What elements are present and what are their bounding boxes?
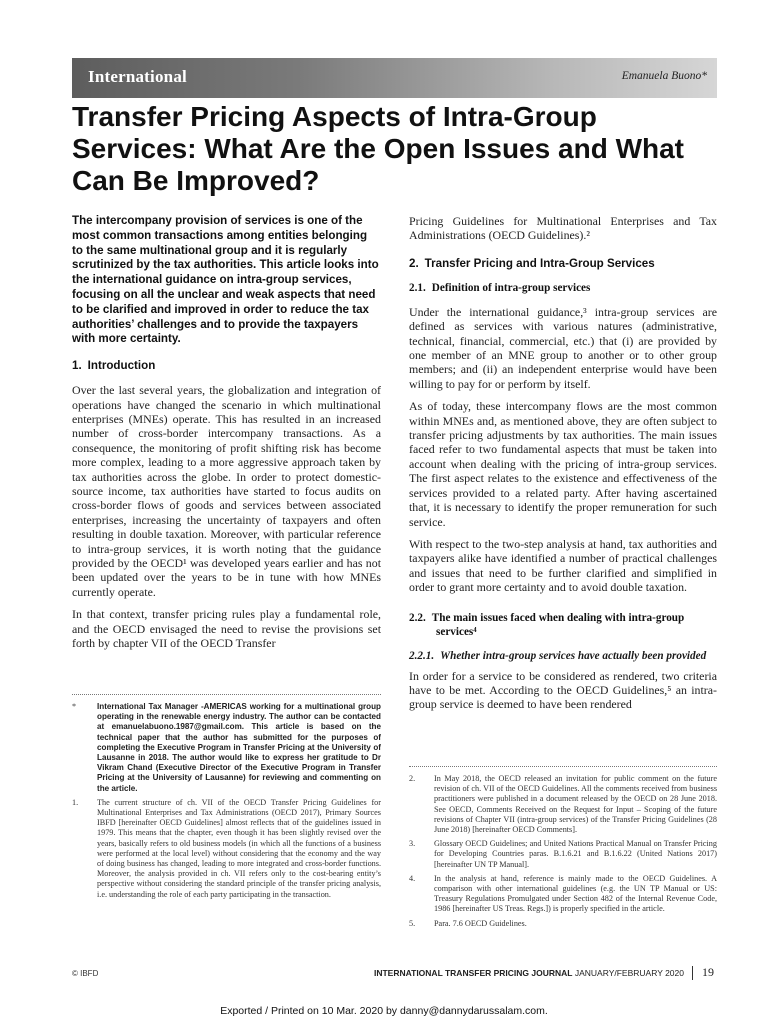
criteria-paragraph: In order for a service to be considered as rendered, two criteria have to be met. According to the OECD Guidelines,⁵ an intra-group service is deemed to have been rendered (409, 668, 717, 712)
footer-copyright: © IBFD (72, 969, 99, 978)
intro-paragraph-2: In that context, transfer pricing rules play a fundamental role, and the OECD envisaged the need to revise the provisions set forth by chapter VII of the OECD Transfer (72, 607, 381, 651)
footnote-mark: 3. (409, 839, 416, 849)
footnote-mark: * (72, 702, 77, 711)
subsection-heading-main-issues (409, 611, 717, 639)
subsection-title: The main issues faced when dealing with intra-group services⁴ (431, 611, 685, 638)
footer-separator (692, 966, 693, 980)
subsection-number: 2.2. (409, 611, 426, 624)
footnote-mark: 5. (409, 918, 416, 928)
footnote-divider-left (72, 694, 381, 695)
footnote-3 (409, 839, 717, 870)
intro-paragraph-1: Over the last several years, the globalization and integration of operations have changed the scenario in which multinational enterprises (MNEs) operate. This has resulted in an increased number of cross-border intercompany transactions. As a consequence, the monitoring of profit shifting risk has become more complex, leading to a more aggressive approach taken by tax authorities across the globe. In order to protect domestic-source income, tax authorities have started to focus audits on cross-border flows of goods and services between associated enterprises, increasing the uncertainty of taxpayers and often resulting in double taxation. Moreover, with particular reference to intra-group services, it is worth noting that the guidance provided by the OECD¹ was developed years earlier and has not been updated over the years to be in tune with how MNEs currently operate. (72, 383, 381, 599)
footnote-text: In May 2018, the OECD released an invitation for public comment on the future revision of ch. VII of the OECD Guidelines. All the comments received from business practitioners were published in a document released by the OECD on 28 June 2018. See OECD, Comments Received on the Request for Input – Scoping of the future revisions of Chapter VII (intra-group services) of the Transfer Pricing Guidelines (28 June 2018) [hereinafter OECD Comments]. (434, 774, 717, 835)
subsection-heading-definition (409, 281, 717, 295)
footer-journal (374, 968, 684, 978)
page-number: 19 (702, 965, 714, 979)
right-column (409, 214, 717, 720)
journal-name: INTERNATIONAL TRANSFER PRICING JOURNAL (373, 968, 573, 978)
abstract: The intercompany provision of services is one of the most common transactions among entities belonging to the same multinational group and it is regularly scrutinized by the tax authorities. This article looks into the international guidance on intra-group services, focusing on all the unclear and weak aspects that need to be clarified and improved in order to reduce the tax authorities’ challenges and to provide the taxpayers with more certainty. (72, 214, 379, 346)
subsubsection-number: 2.2.1. (409, 649, 435, 662)
export-note: Exported / Printed on 10 Mar. 2020 by danny@dannydarussalam.com. (220, 1005, 548, 1017)
footnote-5 (409, 919, 717, 929)
section-title: Transfer Pricing and Intra-Group Services (424, 256, 655, 270)
two-step-analysis-paragraph: With respect to the two-step analysis at hand, tax authorities and taxpayers alike have identified a number of practical challenges and issues that need to be further clarified and simplified in order to grant more certainty and to avoid double taxation. (409, 536, 717, 595)
section-number: 1. (72, 359, 82, 373)
footnote-text: International Tax Manager -AMERICAS working for a multinational group operating in the renewable energy industry. The author can be contacted at emanuelabuono.1987@gmail.com. This article is based on the technical paper that the author has submitted for the purposes of completing the Executive Program in Transfer Pricing at the University of Lausanne in 2018. The author would like to express her gratitude to Dr Vikram Chand (Executive Director of the Executive Program in Transfer Pricing at the University of Lausanne) for reviewing and commenting on the article. (97, 702, 381, 793)
intercompany-flows-paragraph: As of today, these intercompany flows are the most common within MNEs and, as mentioned above, they are often subject to transfer pricing adjustments by tax authorities. The main issues faced refer to two fundamental aspects that must be taken into account when dealing with the pricing of intra-group services. The first aspect relates to the existence and effectiveness of the services provided to a related party. After having ascertained that, it is necessary to identify the proper remuneration for such service. (409, 399, 717, 529)
section-heading-introduction (72, 359, 381, 373)
subsection-number: 2.1. (409, 281, 426, 294)
section-heading-transfer-pricing (409, 257, 717, 271)
section-label: International (88, 67, 187, 86)
footnote-2 (409, 774, 717, 835)
footnotes-left (72, 702, 381, 904)
footnotes-right (409, 774, 717, 933)
footnote-text: Para. 7.6 OECD Guidelines. (434, 918, 527, 928)
subsubsection-heading-provided (409, 649, 717, 663)
footnote-1 (72, 798, 381, 900)
article-title: Transfer Pricing Aspects of Intra-Group Services: What Are the Open Issues and What Can Be Improved? (72, 101, 685, 196)
footnote-text: In the analysis at hand, reference is mainly made to the OECD Guidelines. A comparison with other international guidelines (e.g. the UN TP Manual or US: Treasury Regulations Promulgated under Section 482 of the Internal Revenue Code, 1986 [hereinafter US Treas. Regs.]) is properly specified in the article. (434, 873, 717, 914)
footnote-divider-right (409, 766, 717, 767)
section-title: Introduction (87, 359, 156, 373)
section-header-bar (72, 58, 717, 98)
subsubsection-title: Whether intra-group services have actually been provided (440, 649, 707, 662)
definition-paragraph: Under the international guidance,³ intra-group services are defined as services with various natures (administrative, technical, financial, commercial, etc.) that (i) are provided by one member of an MNE group to another or to other group members; and (ii) an independent enterprise would have been willing to pay for or perform by itself. (409, 304, 717, 391)
author-name: Emanuela Buono* (621, 70, 707, 82)
journal-issue: JANUARY/FEBRUARY 2020 (574, 968, 684, 978)
footnote-author (72, 702, 381, 794)
footnote-mark: 2. (409, 774, 416, 783)
subsection-title: Definition of intra-group services (431, 281, 591, 294)
footnote-mark: 1. (72, 797, 79, 807)
footnote-text: The current structure of ch. VII of the OECD Transfer Pricing Guidelines for Multinational Enterprises and Tax Administrations (OECD 2017), Primary Sources IBFD [hereinafter OECD Guidelines] almost reflects that of the guidelines issued in 1979. This means that the chapter, even though it has been slightly revised over the years, basically refers to old business models (in which all the functions of a business were performed at the local level) without considering that the economy and the way of doing business has changed, leading to more integrated and cross-border functions. Moreover, the analysis provided in ch. VII refers only to the cost-bearing entity’s perspective without considering the standard principle of the transfer pricing analysis, i.e. understanding the role of each party participating in the transaction. (97, 797, 381, 899)
footnote-4 (409, 874, 717, 915)
continued-paragraph: Pricing Guidelines for Multinational Enterprises and Tax Administrations (OECD Guidelines).² (409, 214, 717, 243)
footnote-text: Glossary OECD Guidelines; and United Nations Practical Manual on Transfer Pricing for Developing Countries paras. B.1.6.21 and B.1.6.22 (United Nations 2017) [hereinafter UN TP Manual]. (434, 839, 717, 869)
left-column (72, 214, 381, 658)
section-number: 2. (409, 256, 419, 270)
footnote-mark: 4. (409, 873, 416, 883)
